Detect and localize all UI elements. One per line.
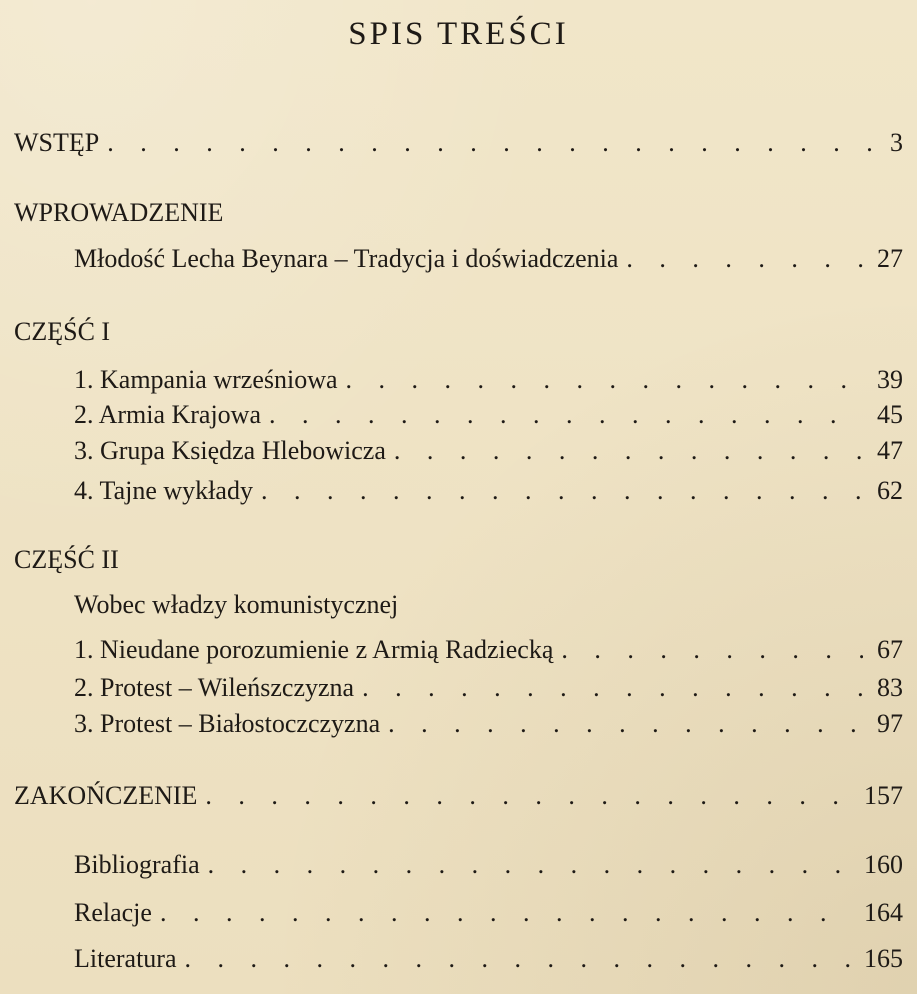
toc-page-number: 47	[877, 436, 903, 465]
toc-entry	[74, 673, 903, 703]
dot-leader	[626, 244, 863, 274]
dot-leader	[107, 128, 876, 158]
dot-leader	[346, 365, 863, 395]
toc-page-number: 97	[877, 709, 903, 738]
page-title: SPIS TREŚCI	[348, 16, 569, 52]
toc-entry-label: 1. Nieudane porozumienie z Armią Radziecką	[74, 635, 554, 664]
toc-entry-wstep	[14, 128, 903, 158]
toc-entry	[74, 244, 903, 274]
dot-leader	[269, 400, 863, 430]
toc-entry-label: ZAKOŃCZENIE	[14, 781, 198, 810]
toc-page-number: 160	[864, 850, 903, 879]
toc-page-number: 164	[864, 898, 903, 927]
dot-leader	[208, 850, 850, 880]
section-heading-wprowadzenie: WPROWADZENIE	[14, 198, 224, 227]
toc-entry-zakonczenie	[14, 781, 903, 811]
dot-leader	[205, 781, 850, 811]
toc-entry	[74, 635, 903, 665]
toc-entry	[74, 944, 903, 974]
toc-page-number: 165	[864, 944, 903, 973]
dot-leader	[394, 436, 863, 466]
toc-entry	[74, 400, 903, 430]
toc-entry	[74, 365, 903, 395]
toc-entry-label: 4. Tajne wykłady	[74, 476, 253, 505]
dot-leader	[185, 944, 851, 974]
section-heading-czesc-1: CZĘŚĆ I	[14, 317, 111, 346]
toc-entry-label: 2. Protest – Wileńszczyzna	[74, 673, 355, 702]
toc-entry-label: 1. Kampania wrześniowa	[74, 365, 338, 394]
toc-page-number: 27	[877, 244, 903, 273]
dot-leader	[388, 709, 863, 739]
toc-entry-label: Relacje	[74, 898, 152, 927]
dot-leader	[261, 476, 863, 506]
toc-entry-label: 3. Grupa Księdza Hlebowicza	[74, 436, 386, 465]
toc-entry-label: Bibliografia	[74, 850, 200, 879]
dot-leader	[561, 635, 863, 665]
toc-entry-label: Literatura	[74, 944, 177, 973]
toc-entry	[74, 709, 903, 739]
dot-leader	[362, 673, 863, 703]
toc-entry	[74, 898, 903, 928]
toc-page-number: 62	[877, 476, 903, 505]
toc-page-number: 45	[877, 400, 903, 429]
dot-leader	[160, 898, 850, 928]
toc-entry-label: 3. Protest – Białostoczczyzna	[74, 709, 381, 738]
toc-entry-label: Młodość Lecha Beynara – Tradycja i doświadczenia	[74, 244, 619, 273]
toc-page-number: 157	[864, 781, 903, 810]
section-heading-czesc-2: CZĘŚĆ II	[14, 545, 119, 574]
toc-entry	[74, 436, 903, 466]
toc-entry-label: WSTĘP	[14, 128, 100, 157]
toc-page-number: 39	[877, 365, 903, 394]
toc-page-number: 3	[890, 128, 903, 157]
toc-page-number: 67	[877, 635, 903, 664]
toc-page-number: 83	[877, 673, 903, 702]
toc-entry	[74, 850, 903, 880]
section-subheading: Wobec władzy komunistycznej	[74, 590, 399, 619]
toc-entry-label: 2. Armia Krajowa	[74, 400, 262, 429]
toc-entry	[74, 476, 903, 506]
